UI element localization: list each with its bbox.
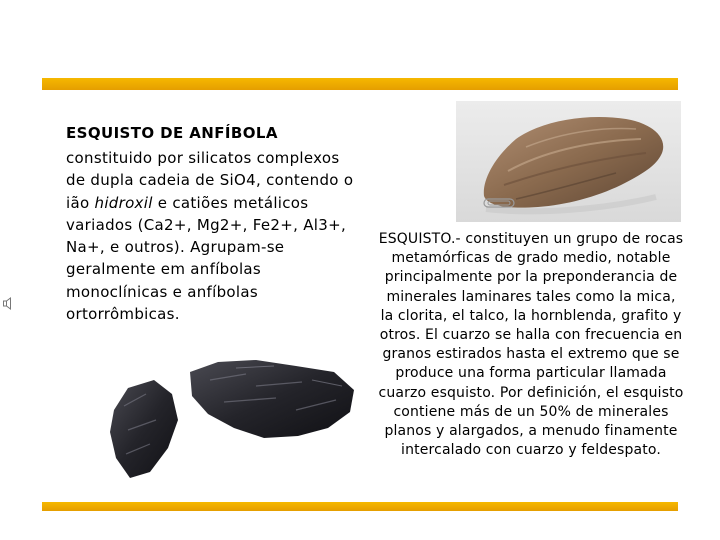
description-line bbox=[66, 192, 386, 214]
description-line: Na+, e outros). Agrupam-se bbox=[66, 238, 285, 257]
description-line: monoclínicas e anfíbolas bbox=[66, 282, 258, 301]
slide-title: ESQUISTO DE ANFÍBOLA bbox=[66, 124, 278, 142]
description-text: ião bbox=[66, 193, 95, 212]
description-text: e catiões metálicos bbox=[152, 193, 309, 212]
description-line: de dupla cadeia de SiO4, contendo o bbox=[66, 171, 354, 190]
hydroxyl-term: hidroxil bbox=[94, 193, 153, 212]
description-line: constituido por silicatos complexos bbox=[66, 149, 340, 167]
amphibole-rock-photo bbox=[106, 350, 361, 486]
amphibole-description bbox=[66, 147, 386, 325]
schist-rock-photo bbox=[456, 101, 681, 222]
description-line: geralmente em anfíbolas bbox=[66, 260, 262, 279]
top-accent-bar bbox=[42, 78, 678, 90]
bottom-accent-bar bbox=[42, 502, 678, 511]
description-line: variados (Ca2+, Mg2+, Fe2+, Al3+, bbox=[66, 215, 347, 234]
speaker-icon[interactable] bbox=[3, 297, 12, 311]
description-line: ortorrômbicas. bbox=[66, 305, 180, 324]
schist-definition: ESQUISTO.- constituyen un grupo de rocas metamórficas de grado medio, notable principalmente por la preponderancia de minerales laminares tales como la mica, la clorita, el talco, la hornblenda, grafito y otros. El cuarzo se halla con frecuencia en granos estirados hasta el extremo que se produce una forma particular llamada cuarzo esquisto. Por definición, el esquisto contiene más de un 50% de minerales planos y alargados, a menudo finamente intercalado con cuarzo y feldespato. bbox=[378, 231, 684, 459]
